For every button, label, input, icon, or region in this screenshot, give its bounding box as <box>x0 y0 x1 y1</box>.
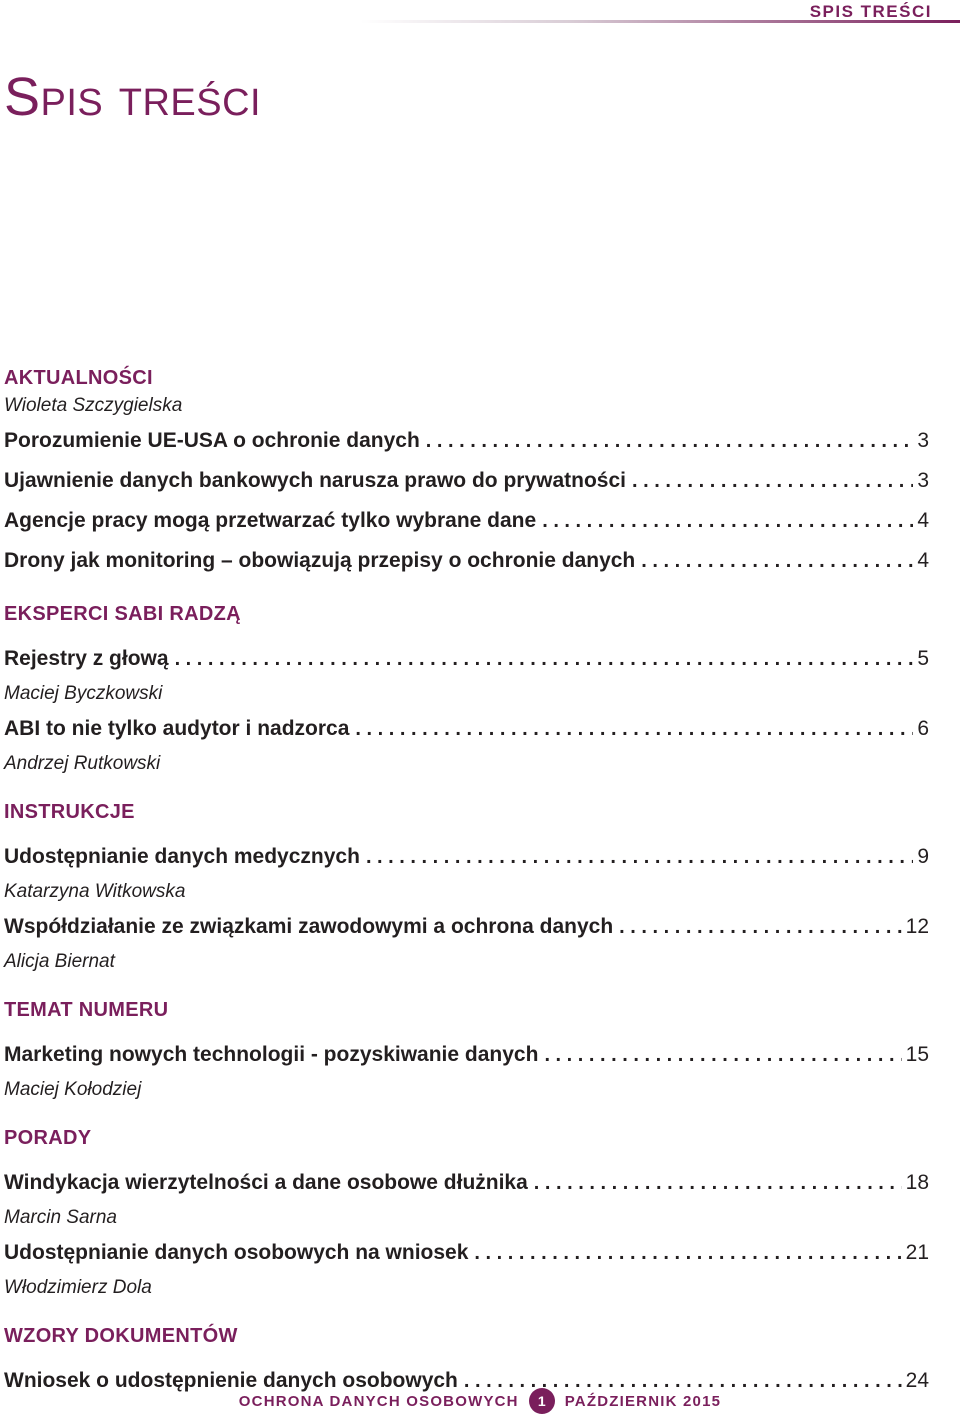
toc-entry[interactable] <box>4 461 929 501</box>
dot-leader <box>426 421 914 461</box>
page-number: 4 <box>917 509 929 532</box>
entry-title: Marketing nowych technologii - pozyskiwanie danych <box>4 1043 539 1066</box>
entry-title: Ujawnienie danych bankowych narusza prawo do prywatności <box>4 469 626 492</box>
section-heading: WZORY DOKUMENTÓW <box>4 1325 238 1347</box>
page-number: 5 <box>917 647 929 670</box>
author: Maciej Kołodziej <box>4 1079 142 1100</box>
entry-title: Porozumienie UE-USA o ochronie danych <box>4 429 420 452</box>
entry-title: Agencje pracy mogą przetwarzać tylko wybrane dane <box>4 509 537 532</box>
page-number: 18 <box>905 1171 929 1194</box>
page-number: 9 <box>917 845 929 868</box>
running-head: SPIS TREŚCI <box>809 2 932 21</box>
toc-entry[interactable] <box>4 639 929 679</box>
toc-entry[interactable] <box>4 541 929 581</box>
dot-leader <box>632 461 913 501</box>
page-number: 6 <box>917 717 929 740</box>
page-number: 12 <box>905 915 929 938</box>
dot-leader <box>366 837 913 877</box>
page-title: Spis treści <box>4 67 262 127</box>
entry-title: Współdziałanie ze związkami zawodowymi a ochrona danych <box>4 915 614 938</box>
footer-page-number: 1 <box>529 1388 555 1414</box>
page-number: 3 <box>917 469 929 492</box>
section-heading: TEMAT NUMERU <box>4 999 169 1021</box>
author: Maciej Byczkowski <box>4 683 163 704</box>
toc-entry[interactable] <box>4 1233 929 1273</box>
toc-entry[interactable] <box>4 837 929 877</box>
author: Marcin Sarna <box>4 1207 117 1228</box>
entry-title: Udostępnianie danych osobowych na wniosek <box>4 1241 469 1264</box>
section-heading: AKTUALNOŚCI <box>4 367 153 389</box>
entry-title: Windykacja wierzytelności a dane osobowe dłużnika <box>4 1171 528 1194</box>
page-footer <box>0 1388 960 1414</box>
author: Wioleta Szczygielska <box>4 395 183 416</box>
footer-publication: OCHRONA DANYCH OSOBOWYCH <box>238 1392 519 1410</box>
entry-title: Wniosek o udostępnienie danych osobowych <box>4 1369 458 1392</box>
section-heading: PORADY <box>4 1127 92 1149</box>
dot-leader <box>175 639 914 679</box>
section-eksperci <box>4 601 929 779</box>
author: Katarzyna Witkowska <box>4 881 186 902</box>
page-number: 24 <box>905 1369 929 1392</box>
section-instrukcje <box>4 799 929 977</box>
author: Włodzimierz Dola <box>4 1277 152 1298</box>
dot-leader <box>542 501 913 541</box>
entry-title: Rejestry z głową <box>4 647 169 670</box>
page-number: 3 <box>917 429 929 452</box>
toc-entry[interactable] <box>4 907 929 947</box>
author: Alicja Biernat <box>4 951 115 972</box>
toc-entry[interactable] <box>4 1163 929 1203</box>
entry-title: Drony jak monitoring – obowiązują przepisy o ochronie danych <box>4 549 636 572</box>
section-temat-numeru <box>4 997 929 1105</box>
entry-title: ABI to nie tylko audytor i nadzorca <box>4 717 350 740</box>
footer-issue: PAŹDZIERNIK 2015 <box>564 1392 722 1410</box>
dot-leader <box>534 1163 902 1203</box>
entry-title: Udostępnianie danych medycznych <box>4 845 360 868</box>
section-aktualnosci <box>4 365 929 581</box>
section-heading: INSTRUKCJE <box>4 801 135 823</box>
page-number: 21 <box>905 1241 929 1264</box>
author: Andrzej Rutkowski <box>4 753 161 774</box>
dot-leader <box>641 541 913 581</box>
table-of-contents <box>4 365 929 1401</box>
page-number: 4 <box>917 549 929 572</box>
section-heading: EKSPERCI SABI RADZĄ <box>4 603 241 625</box>
dot-leader <box>355 709 913 749</box>
section-porady <box>4 1125 929 1303</box>
dot-leader <box>474 1233 901 1273</box>
page-number: 15 <box>905 1043 929 1066</box>
toc-entry[interactable] <box>4 709 929 749</box>
dot-leader <box>544 1035 901 1075</box>
toc-entry[interactable] <box>4 501 929 541</box>
toc-entry[interactable] <box>4 421 929 461</box>
dot-leader <box>619 907 901 947</box>
toc-entry[interactable] <box>4 1035 929 1075</box>
